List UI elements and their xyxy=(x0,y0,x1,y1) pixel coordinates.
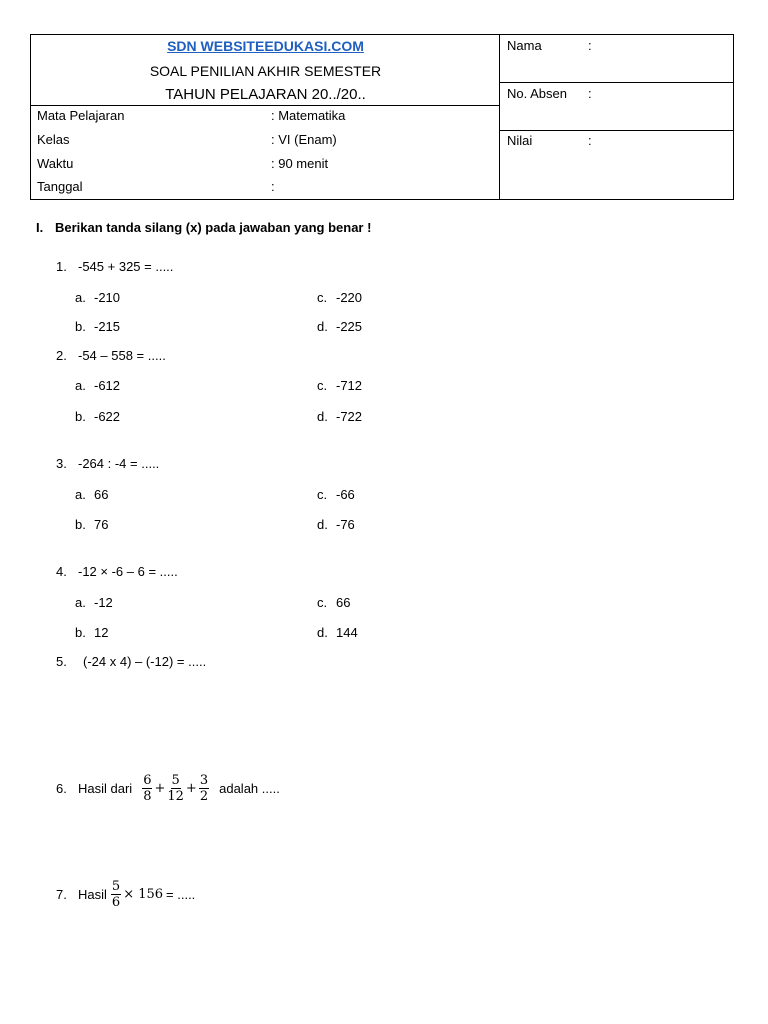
question-text xyxy=(78,771,280,805)
option-value[interactable]: 12 xyxy=(94,625,109,640)
option-letter[interactable]: c. xyxy=(317,290,328,305)
option-value[interactable]: -215 xyxy=(94,319,121,334)
school-name[interactable]: SDN WEBSITEEDUKASI.COM xyxy=(167,38,364,54)
question-number: 1. xyxy=(56,259,67,274)
option-value[interactable]: -210 xyxy=(94,290,121,305)
fraction-denominator: 12 xyxy=(167,788,184,804)
question-number: 4. xyxy=(56,564,67,579)
question-number: 7. xyxy=(56,887,67,902)
info-label-subject: Mata Pelajaran xyxy=(37,108,125,123)
multiply-term: × 156 xyxy=(123,886,164,902)
fraction xyxy=(199,773,209,804)
option-letter[interactable]: d. xyxy=(317,409,328,424)
header-divider xyxy=(499,35,500,199)
option-value[interactable]: 66 xyxy=(336,595,351,610)
option-value[interactable]: -722 xyxy=(336,409,363,424)
fraction xyxy=(167,773,184,804)
option-letter[interactable]: b. xyxy=(75,517,86,532)
student-rule-2 xyxy=(500,130,733,131)
student-rule-1 xyxy=(500,82,733,83)
header-rule xyxy=(31,105,499,106)
option-letter[interactable]: c. xyxy=(317,595,328,610)
info-label-date: Tanggal xyxy=(37,179,83,194)
question-number: 2. xyxy=(56,348,67,363)
option-letter[interactable]: d. xyxy=(317,625,328,640)
option-value[interactable]: 66 xyxy=(94,487,109,502)
option-letter[interactable]: c. xyxy=(317,487,328,502)
option-value[interactable]: 76 xyxy=(94,517,109,532)
fraction-numerator: 6 xyxy=(143,772,152,788)
student-label-score: Nilai xyxy=(507,133,533,148)
section-instruction: Berikan tanda silang (x) pada jawaban yang benar ! xyxy=(55,220,372,235)
student-value-score: : xyxy=(588,133,592,148)
question-number: 3. xyxy=(56,456,67,471)
question-suffix: = ..... xyxy=(166,886,196,902)
info-value-time: : 90 menit xyxy=(271,156,329,171)
fraction-numerator: 5 xyxy=(111,878,121,894)
option-value[interactable]: -225 xyxy=(336,319,363,334)
exam-title: SOAL PENILIAN AKHIR SEMESTER xyxy=(149,63,382,79)
info-label-class: Kelas xyxy=(37,132,70,147)
option-value[interactable]: -612 xyxy=(94,378,121,393)
fraction-denominator: 8 xyxy=(143,788,152,804)
question-text: -54 – 558 = ..... xyxy=(78,348,166,363)
option-value[interactable]: -712 xyxy=(336,378,363,393)
question-text: -264 : -4 = ..... xyxy=(78,456,160,471)
option-letter[interactable]: a. xyxy=(75,290,86,305)
question-number: 6. xyxy=(56,781,67,796)
question-text: -545 + 325 = ..... xyxy=(78,259,174,274)
info-value-class: : VI (Enam) xyxy=(271,132,337,147)
question-text: (-24 x 4) – (-12) = ..... xyxy=(83,654,207,669)
option-letter[interactable]: a. xyxy=(75,487,86,502)
option-value[interactable]: -622 xyxy=(94,409,121,424)
option-value[interactable]: -66 xyxy=(336,487,355,502)
plus-sign: + xyxy=(154,780,166,796)
info-value-date: : xyxy=(271,179,275,194)
question-number: 5. xyxy=(56,654,67,669)
info-value-subject: : Matematika xyxy=(271,108,346,123)
option-value[interactable]: 144 xyxy=(336,625,358,640)
fraction-denominator: 6 xyxy=(111,894,121,910)
student-label-absen: No. Absen xyxy=(507,86,567,101)
option-letter[interactable]: d. xyxy=(317,517,328,532)
question-text xyxy=(78,877,195,911)
option-value[interactable]: -220 xyxy=(336,290,363,305)
header-box xyxy=(30,34,734,200)
school-year: TAHUN PELAJARAN 20../20.. xyxy=(165,86,366,103)
option-letter[interactable]: b. xyxy=(75,625,86,640)
question-suffix: adalah ..... xyxy=(219,780,280,796)
student-label-name: Nama xyxy=(507,38,542,53)
option-value[interactable]: -76 xyxy=(336,517,355,532)
question-prefix: Hasil xyxy=(78,886,107,902)
section-numeral: I. xyxy=(36,220,44,235)
option-letter[interactable]: b. xyxy=(75,409,86,424)
question-prefix: Hasil dari xyxy=(78,780,133,796)
fraction-numerator: 3 xyxy=(199,772,209,788)
option-letter[interactable]: c. xyxy=(317,378,328,393)
option-letter[interactable]: b. xyxy=(75,319,86,334)
fraction xyxy=(111,879,121,910)
info-label-time: Waktu xyxy=(37,156,74,171)
fraction-denominator: 2 xyxy=(199,788,209,804)
plus-sign: + xyxy=(185,780,197,796)
student-value-absen: : xyxy=(588,86,592,101)
question-text: -12 × -6 – 6 = ..... xyxy=(78,564,178,579)
student-value-name: : xyxy=(588,38,592,53)
fraction-numerator: 5 xyxy=(171,772,180,788)
option-letter[interactable]: a. xyxy=(75,378,86,393)
option-value[interactable]: -12 xyxy=(94,595,113,610)
option-letter[interactable]: a. xyxy=(75,595,86,610)
fraction xyxy=(142,773,152,804)
option-letter[interactable]: d. xyxy=(317,319,328,334)
